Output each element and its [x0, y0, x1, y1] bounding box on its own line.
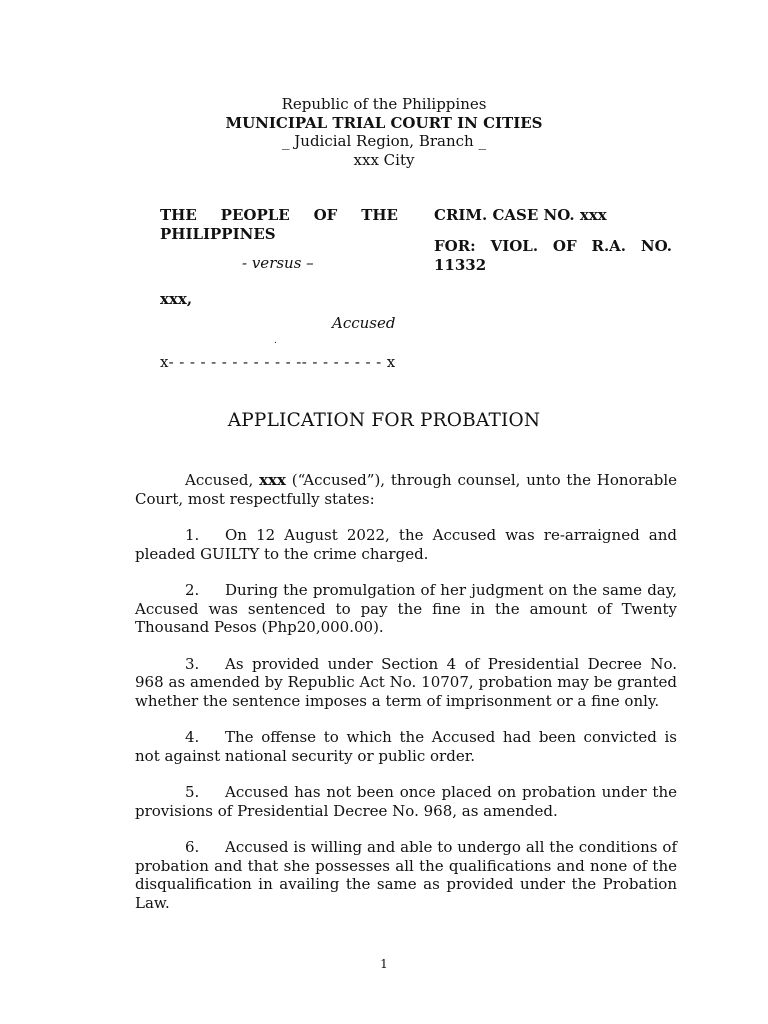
numbered-paragraph: [135, 655, 677, 711]
plaintiff-line-1: THE PEOPLE OF THE: [160, 206, 398, 224]
city-line: xxx City: [353, 150, 415, 169]
paragraph-number: 5.: [185, 783, 200, 801]
paragraph-text: As provided under Section 4 of Presidential Decree No. 968 as amended by Republic Act No. 10707, probation may be granted whether the sentence imposes a term of imprisonment or a fine only.: [135, 654, 677, 710]
paragraph-number: 3.: [185, 654, 200, 673]
page-number: 1: [380, 957, 388, 971]
accused-label: Accused: [332, 314, 396, 332]
document-title: APPLICATION FOR PROBATION: [227, 410, 541, 431]
paragraph-text: During the promulgation of her judgment on the same day, Accused was sentenced to pay the fine in the amount of Twenty Thousand Pesos (Php20,000.00).: [135, 581, 677, 636]
republic-line: Republic of the Philippines: [281, 95, 487, 113]
intro-rest: (“Accused”), through counsel, unto the Honorable Court, most respectfully states:: [135, 471, 677, 508]
numbered-paragraph: [135, 581, 677, 637]
intro-accused-name: xxx: [259, 471, 286, 489]
accused-name: xxx,: [160, 290, 193, 308]
paragraph-text: Accused has not been once placed on probation under the provisions of Presidential Decree No. 968, as amended.: [135, 783, 677, 820]
document-body: [135, 471, 677, 930]
judicial-region-line: _ Judicial Region, Branch _: [282, 132, 486, 150]
court-header: [0, 95, 768, 169]
paragraph-number: 2.: [185, 581, 200, 599]
numbered-paragraph: [135, 526, 677, 563]
criminal-case-number: CRIM. CASE NO. xxx: [434, 206, 607, 224]
case-caption-parties: [160, 206, 398, 372]
paragraph-text: The offense to which the Accused had been convicted is not against national security or public order.: [135, 728, 677, 765]
plaintiff-line-2: PHILIPPINES: [160, 225, 276, 243]
court-name: MUNICIPAL TRIAL COURT IN CITIES: [225, 113, 543, 132]
numbered-paragraph: [135, 783, 677, 820]
paragraph-text: On 12 August 2022, the Accused was re-arraigned and pleaded GUILTY to the crime charged.: [135, 526, 677, 563]
paragraph-number: 4.: [185, 728, 200, 746]
numbered-paragraph: [135, 728, 677, 765]
intro-paragraph: [135, 471, 677, 508]
caption-separator: x- - - - - - - - - - - - -- - - - - - - - x: [160, 353, 396, 371]
paragraph-number: 1.: [185, 526, 200, 544]
case-violation: FOR: VIOL. OF R.A. NO. 11332: [434, 237, 672, 274]
versus-label: - versus –: [242, 254, 314, 272]
paragraph-number: 6.: [185, 838, 200, 856]
numbered-paragraph: [135, 838, 677, 912]
case-caption-details: [434, 206, 672, 275]
caption-dot: .: [274, 336, 277, 346]
paragraph-text: Accused is willing and able to undergo all the conditions of probation and that she possesses all the qualifications and none of the disqualification in availing the same as provided under the Probation Law.: [135, 838, 677, 912]
intro-lead: Accused,: [185, 471, 260, 489]
